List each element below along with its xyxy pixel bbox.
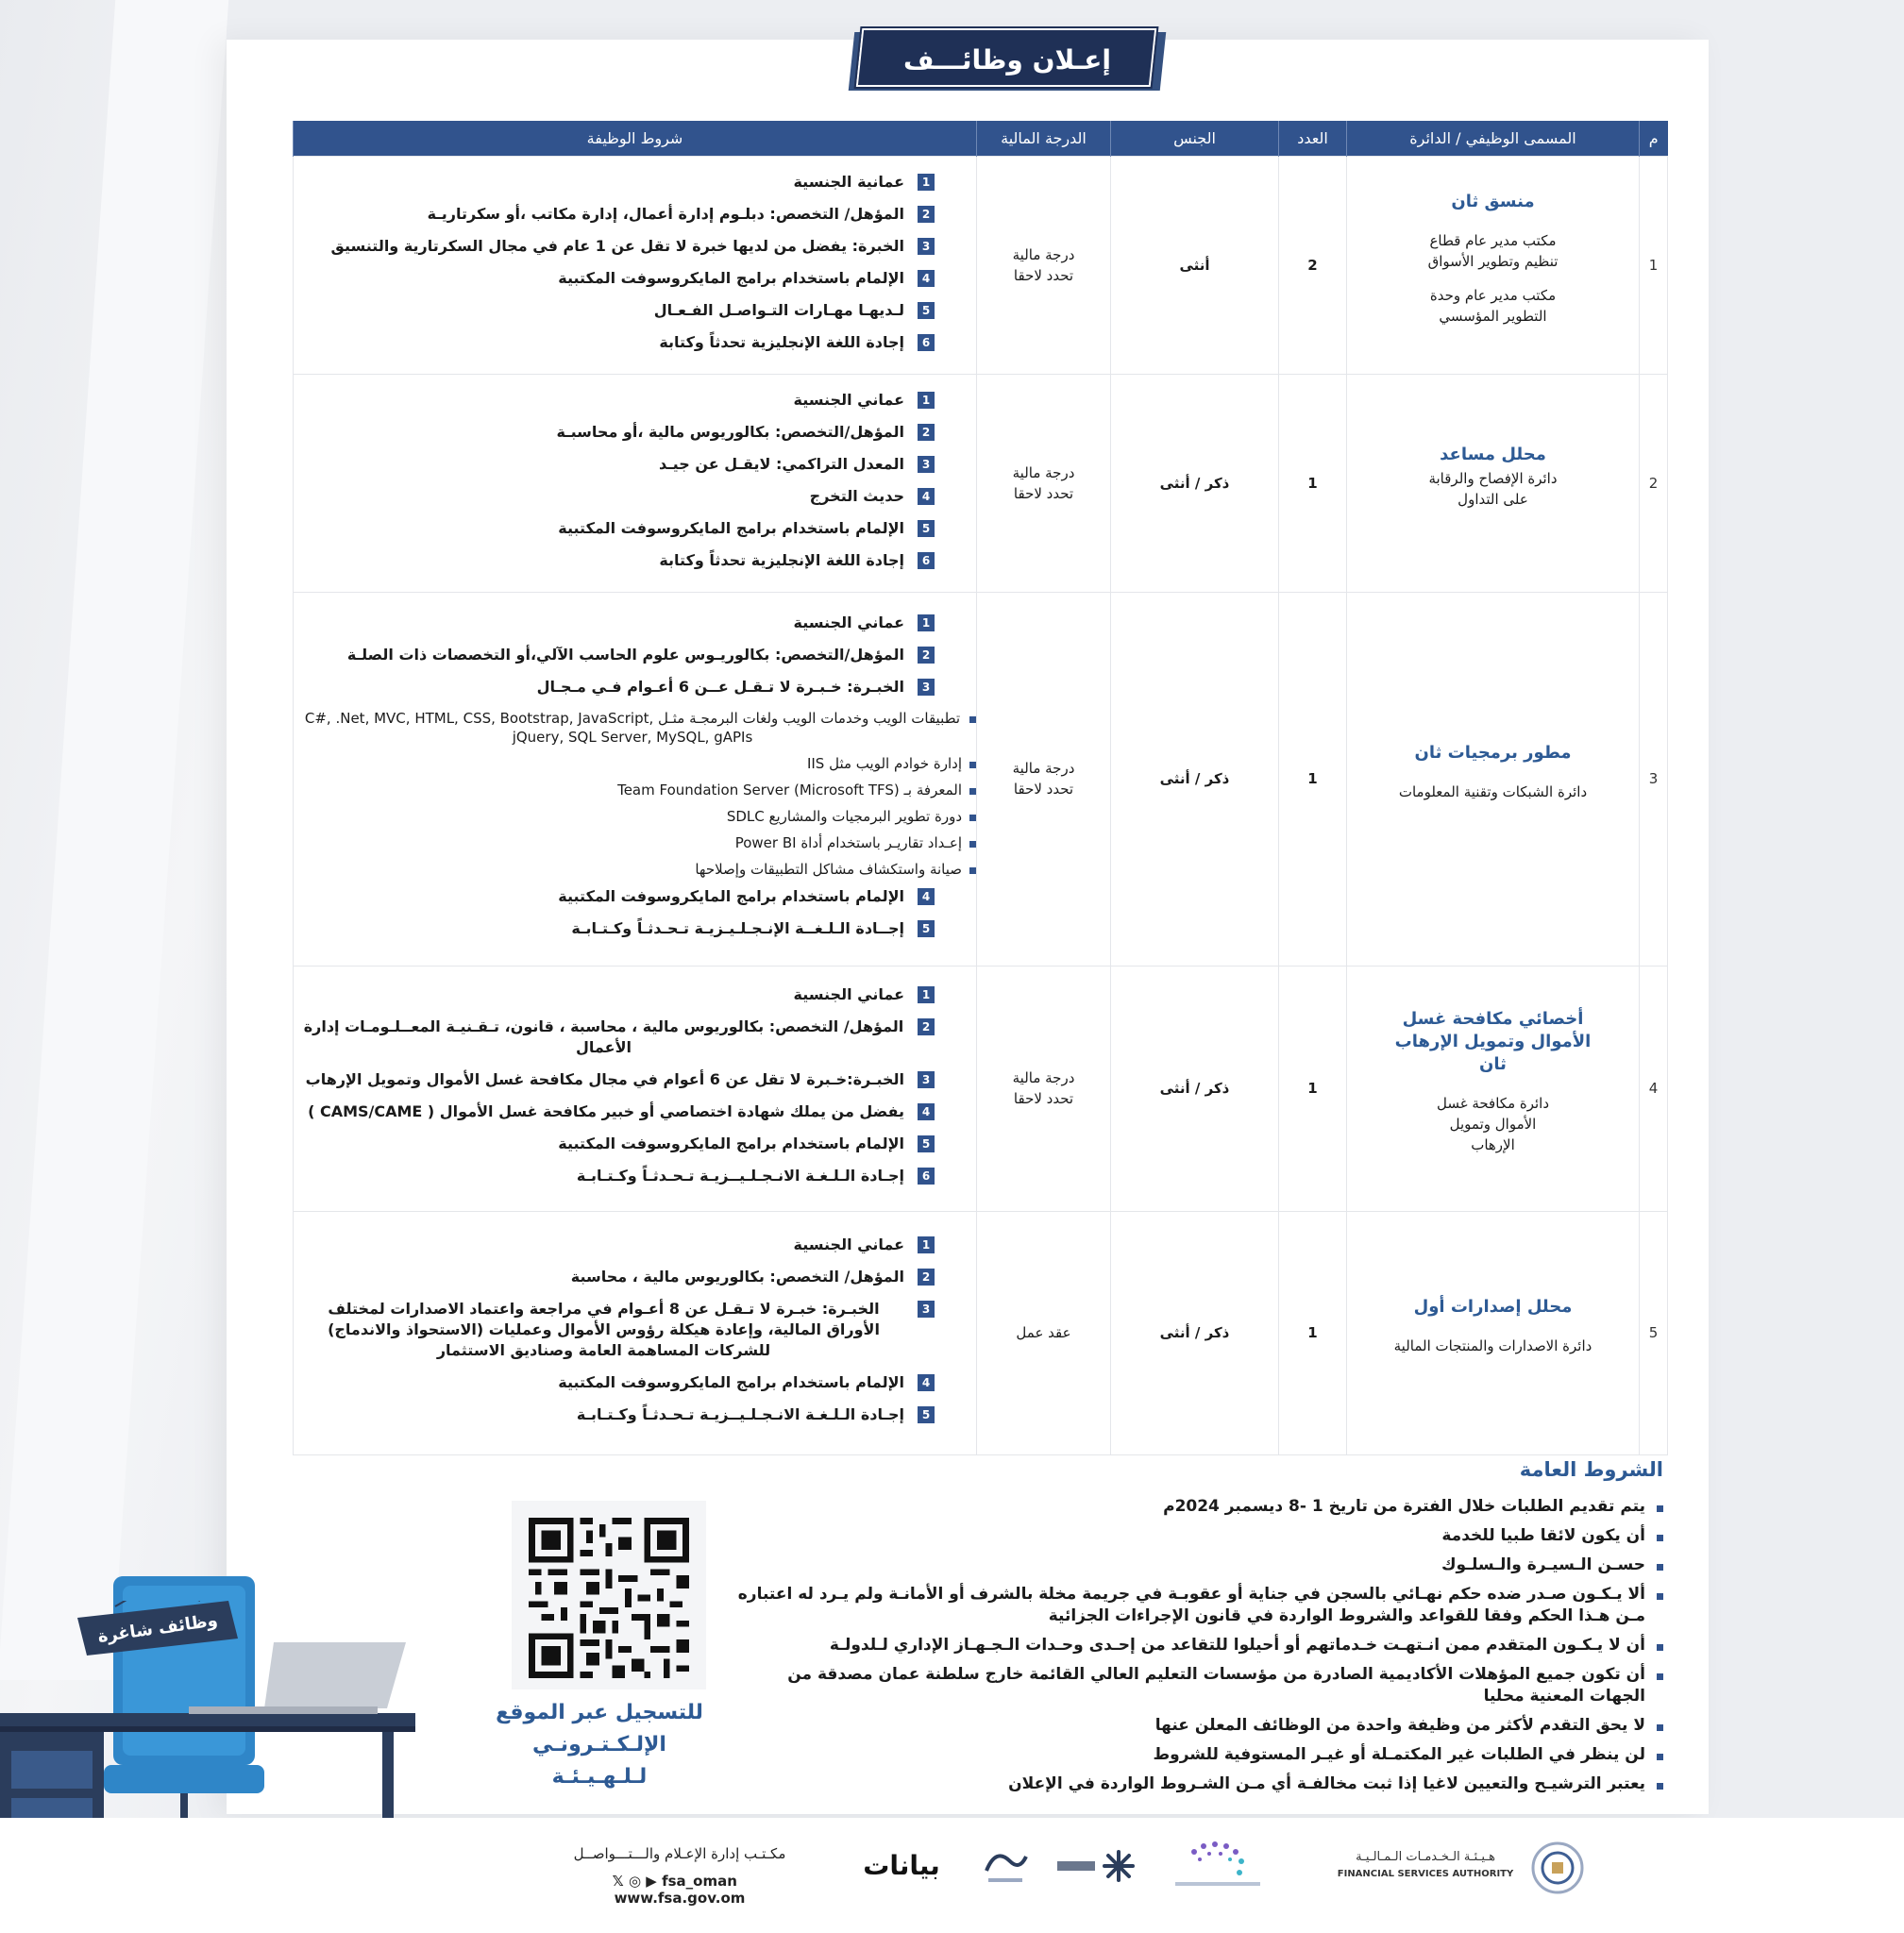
job-grade: درجة مالية تحدد لاحقا [977, 156, 1111, 374]
bullet-icon [1657, 1593, 1663, 1600]
job-title: محلل إصدارات أول [1413, 1297, 1573, 1317]
number-badge: 1 [918, 174, 935, 191]
job-conditions [294, 966, 977, 1211]
department: دائرة الشبكات وتقنية المعلومات [1398, 783, 1588, 800]
bullet-icon [1657, 1783, 1663, 1790]
condition-item: 3 الخبـرة: خبـرة لا تـقـل عن 8 أعـوام في مراجعة واعتماد الاصدارات لمختلف الأوراق المالية، وإعادة هيكلة رؤوس الأموال وعمليات (الاستحواذ والاندماج) للشركات المساهمة العامة وصناديق الاستثمار [303, 1299, 935, 1361]
job-gender: ذكر / أنثى [1111, 966, 1279, 1211]
number-badge: 3 [918, 238, 935, 255]
bullet-icon [1657, 1644, 1663, 1651]
list-item: حسـن الـسيـرة والـسلـوك [736, 1555, 1663, 1576]
condition-item: 2 المؤهل/التخصص: بكالوريـوس علوم الحاسب الآلي،أو التخصصات ذات الصلـة [303, 645, 935, 665]
condition-item: 1 عمانية الجنسية [303, 172, 935, 193]
fsa-name-arabic: هـيـئـة الـخـدمـات الـمـالـيـة [1356, 1850, 1495, 1864]
number-badge: 1 [918, 1236, 935, 1253]
condition-item: 5 إجـادة الـلـغـة الانـجـلـيــزيـة تـحـدثـاً وكـتـابـة [303, 1404, 935, 1425]
number-badge: 6 [918, 552, 935, 569]
bullet-icon [1657, 1505, 1663, 1512]
condition-item: 5 الإلمام باستخدام برامج المايكروسوفت المكتبية [303, 1134, 935, 1154]
bullet-icon [969, 716, 976, 723]
condition-item: 3 المعدل التراكمي: لايقـل عن جيـد [303, 454, 935, 475]
row-number: 5 [1640, 1211, 1668, 1454]
number-badge: 1 [918, 614, 935, 631]
condition-item: 2 المؤهل/ التخصص: بكالوريوس مالية ، محاسبة ، قانون، تـقـنيـة المعــلـومـات إدارة الأعمال [303, 1017, 935, 1058]
department: مكتب مدير عام قطاع تنظيم وتطوير الأسواق [1427, 231, 1559, 270]
jobs-table [293, 121, 1668, 1455]
number-badge: 5 [918, 1406, 935, 1423]
job-conditions [294, 156, 977, 374]
number-badge: 3 [918, 1071, 935, 1088]
job-count: 1 [1279, 592, 1347, 966]
header-gender: الجنس [1111, 121, 1279, 156]
bullet-icon [1657, 1754, 1663, 1760]
instagram-icon[interactable]: ◎ [628, 1873, 642, 1890]
number-badge: 4 [918, 488, 935, 505]
sub-condition-item: تطبيقات الويب وخدمات الويب ولغات البرمجـة مثـل C#, .Net, MVC, HTML, CSS, Bootstrap, JavaScript, jQuery, SQL Server, MySQL, gAPIs [303, 709, 976, 747]
header-job-title: المسمى الوظيفي / الدائرة [1347, 121, 1640, 156]
list-item: لن ينظر في الطلبات غير المكتمـلة أو غيـر المستوفية للشروط [736, 1744, 1663, 1766]
number-badge: 4 [918, 888, 935, 905]
job-cell [1347, 966, 1640, 1211]
number-badge: 6 [918, 334, 935, 351]
sub-condition-item: دورة تطوير البرمجيات والمشاريع SDLC [303, 807, 976, 826]
bullet-icon [969, 867, 976, 874]
condition-item: 4 الإلمام باستخدام برامج المايكروسوفت المكتبية [303, 1372, 935, 1393]
condition-item: 4 الإلمام باستخدام برامج المايكروسوفت المكتبية [303, 886, 935, 907]
condition-item: 1 عماني الجنسية [303, 613, 935, 633]
bullet-icon [1657, 1724, 1663, 1731]
number-badge: 4 [918, 270, 935, 287]
job-cell [1347, 1211, 1640, 1454]
condition-item: 3 الخبـرة: خـبـرة لا تـقـل عــن 6 أعـوام فـي مـجـال [303, 677, 935, 698]
number-badge: 3 [918, 679, 935, 696]
condition-item: 1 عماني الجنسية [303, 1235, 935, 1255]
number-badge: 4 [918, 1374, 935, 1391]
fsa-name-english: FINANCIAL SERVICES AUTHORITY [1337, 1869, 1514, 1879]
general-conditions-title: الشروط العامة [1519, 1458, 1663, 1481]
qr-code-icon [529, 1518, 689, 1678]
number-badge: 2 [918, 1018, 935, 1035]
job-title: أخصائي مكافحة غسل الأموال وتمويل الإرهاب ثان [1394, 1009, 1592, 1074]
number-badge: 1 [918, 986, 935, 1003]
list-item: يتم تقديم الطلبات خلال الفترة من تاريخ 1 -8 ديسمبر 2024م [736, 1496, 1663, 1518]
registration-qr-code[interactable] [512, 1501, 706, 1689]
list-item: أن تكون جميع المؤهلات الأكاديمية الصادرة من مؤسسات التعليم العالي القائمة خارج سلطنة عمان مصدقة من الجهات المعنية محليا [736, 1664, 1663, 1707]
job-gender: أنثى [1111, 156, 1279, 374]
bullet-icon [969, 788, 976, 795]
condition-item: 4 يفضل من يملك شهادة اختصاصي أو خبير مكافحة غسل الأموال ( CAMS/CAME ) [303, 1101, 935, 1122]
department: دائرة الاصدارات والمنتجات المالية [1393, 1337, 1592, 1354]
vacancy-sign-label: وظائف شاغرة [96, 1609, 219, 1647]
bullet-icon [969, 762, 976, 768]
table-row [294, 966, 1668, 1211]
condition-item: 6 إجـادة الـلـغـة الانـجـلـيــزيـة تـحـدثـاً وكـتـابـة [303, 1166, 935, 1186]
row-number: 4 [1640, 966, 1668, 1211]
job-conditions [294, 592, 977, 966]
job-count: 1 [1279, 1211, 1347, 1454]
list-item: لا يحق التقدم لأكثر من وظيفة واحدة من الوظائف المعلن عنها [736, 1715, 1663, 1737]
condition-item: 5 لـديهـا مهـارات التـواصـل الفـعـال [303, 300, 935, 321]
dhamani-logo-icon [977, 1842, 1034, 1890]
condition-item: 2 المؤهل/ التخصص: دبلـوم إدارة أعمال، إدارة مكاتب ،أو سكرتاريـة [303, 204, 935, 225]
number-badge: 5 [918, 920, 935, 937]
job-grade: درجة مالية تحدد لاحقا [977, 966, 1111, 1211]
number-badge: 5 [918, 1135, 935, 1152]
table-row [294, 592, 1668, 966]
department: دائرة مكافحة غسل الأموال وتمويل الإرهاب [1436, 1095, 1550, 1153]
bayanat-logo: بيانات [863, 1850, 940, 1881]
bullet-icon [1657, 1673, 1663, 1680]
bullet-icon [969, 815, 976, 821]
sub-condition-item: إعـداد تقاريـر باستخدام أداة Power BI [303, 833, 976, 852]
bullet-icon [1657, 1564, 1663, 1571]
job-cell [1347, 592, 1640, 966]
title-banner [851, 28, 1163, 94]
bullet-icon [1657, 1535, 1663, 1541]
list-item: يعتبر الترشيـح والتعيين لاغيا إذا ثبت مخالفـة أي مـن الشـروط الواردة في الإعلان [736, 1773, 1663, 1795]
media-office-label: مكـتـب إدارة الإعـلام والـــتـــواصــل [573, 1845, 786, 1862]
number-badge: 1 [918, 392, 935, 409]
oman-vision-logo-icon [1166, 1833, 1270, 1899]
number-badge: 6 [918, 1168, 935, 1185]
sub-condition-item: المعرفة بـ Team Foundation Server (Microsoft TFS) [303, 781, 976, 799]
job-gender: ذكر / أنثى [1111, 592, 1279, 966]
job-count: 1 [1279, 374, 1347, 592]
job-title: محلل مساعد [1440, 444, 1546, 464]
condition-item: 5 الإلمام باستخدام برامج المايكروسوفت المكتبية [303, 518, 935, 539]
job-conditions [294, 1211, 977, 1454]
number-badge: 4 [918, 1103, 935, 1120]
register-caption: للتسجيل عبر الموقع الإلـكـتـرونـي لـلـهـيـئـة [496, 1701, 703, 1789]
page-title: إعـلان وظائـــف [902, 43, 1112, 76]
youtube-icon[interactable]: ▶ [646, 1873, 657, 1890]
table-row [294, 374, 1668, 592]
condition-item: 6 إجادة اللغة الإنجليزية تحدثاً وكتابة [303, 550, 935, 571]
sub-condition-item: إدارة خوادم الويب مثل IIS [303, 754, 976, 773]
social-handle[interactable]: fsa_oman [662, 1873, 737, 1890]
x-icon[interactable]: 𝕏 [612, 1873, 624, 1890]
table-row [294, 156, 1668, 374]
header-conditions: شروط الوظيفة [294, 121, 977, 156]
job-title: مطور برمجيات ثان [1414, 743, 1572, 763]
job-gender: ذكر / أنثى [1111, 1211, 1279, 1454]
table-row [294, 1211, 1668, 1454]
list-item: أن لا يـكـون المتقدم ممن انـتهـت خـدماتهم أو أحيلوا للتقاعد من إحـدى وحـدات الـجـهـاز الإداري لـلدولـة [736, 1635, 1663, 1656]
number-badge: 5 [918, 520, 935, 537]
bullet-icon [969, 841, 976, 848]
job-conditions [294, 374, 977, 592]
list-item: أن يكون لائقا طبيا للخدمة [736, 1525, 1663, 1547]
header-index: م [1640, 121, 1668, 156]
department: دائرة الإفصاح والرقابة على التداول [1428, 469, 1558, 508]
number-badge: 5 [918, 302, 935, 319]
condition-item: 6 إجادة اللغة الإنجليزية تحدثاً وكتابة [303, 332, 935, 353]
list-item: ألا يـكـون صـدر ضده حكم نهـائي بالسجن في جناية أو عقوبـة في جريمة مخلة بالشرف أو الأمانـة ولم يـرد له اعتباره مـن هـذا الحكم وفقا للقواعد والشروط الواردة في قانون الإجراءات الجزائية [736, 1584, 1663, 1627]
condition-item: 4 حديث التخرج [303, 486, 935, 507]
condition-item: 4 الإلمام باستخدام برامج المايكروسوفت المكتبية [303, 268, 935, 289]
department: مكتب مدير عام وحدة التطوير المؤسسي [1429, 286, 1557, 325]
job-count: 2 [1279, 156, 1347, 374]
job-cell [1347, 156, 1640, 374]
job-title: منسق ثان [1451, 191, 1535, 211]
job-grade: درجة مالية تحدد لاحقا [977, 374, 1111, 592]
condition-item: 5 إجــادة الـلـغــة الإنـجـلـيـزيـة تـحـدثـاً وكـتـابـة [303, 918, 935, 939]
number-badge: 2 [918, 647, 935, 664]
general-conditions-list [736, 1496, 1663, 1803]
contact-line [548, 1873, 812, 1907]
condition-item: 2 المؤهل/ التخصص: بكالوريوس مالية ، محاسبة [303, 1267, 935, 1287]
number-badge: 3 [918, 1301, 935, 1318]
sub-condition-item: صيانة واستكشاف مشاكل التطبيقات وإصلاحها [303, 860, 976, 879]
fsa-logo-icon [1529, 1839, 1586, 1897]
tamkeen-logo-icon [1053, 1842, 1147, 1890]
condition-item: 1 عماني الجنسية [303, 984, 935, 1005]
condition-item: 2 المؤهل/التخصص: بكالوريوس مالية ،أو محاسبـة [303, 422, 935, 443]
row-number: 1 [1640, 156, 1668, 374]
header-count: العدد [1279, 121, 1347, 156]
job-cell [1347, 374, 1640, 592]
job-grade: درجة مالية تحدد لاحقا [977, 592, 1111, 966]
number-badge: 2 [918, 1269, 935, 1286]
condition-item: 3 الخبرة: يفضل من لديها خبرة لا تقل عن 1 عام في مجال السكرتارية والتنسيق [303, 236, 935, 257]
condition-item: 1 عماني الجنسية [303, 390, 935, 411]
row-number: 2 [1640, 374, 1668, 592]
header-grade: الدرجة المالية [977, 121, 1111, 156]
number-badge: 3 [918, 456, 935, 473]
number-badge: 2 [918, 206, 935, 223]
job-grade: عقد عمل [977, 1211, 1111, 1454]
number-badge: 2 [918, 424, 935, 441]
job-gender: ذكر / أنثى [1111, 374, 1279, 592]
website-link[interactable]: www.fsa.gov.om [614, 1890, 746, 1907]
table-header-row [294, 121, 1668, 156]
condition-item: 3 الخبـرة:خـبرة لا تقل عن 6 أعوام في مجال مكافحة غسل الأموال وتمويل الإرهاب [303, 1069, 935, 1090]
row-number: 3 [1640, 592, 1668, 966]
job-count: 1 [1279, 966, 1347, 1211]
